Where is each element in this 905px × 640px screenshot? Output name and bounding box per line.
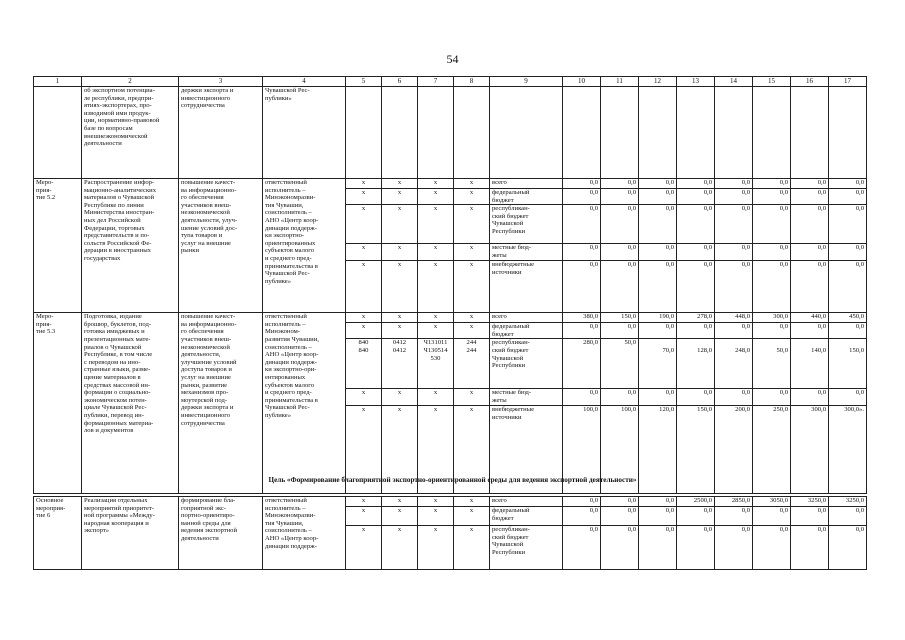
- amount-cell: 150,0: [677, 406, 715, 494]
- page-number: 54: [446, 52, 459, 66]
- amount-cell: 120,0: [639, 406, 677, 494]
- amount-cell: 0,0: [563, 244, 601, 261]
- code-cell: х: [346, 497, 382, 507]
- budget-table: [33, 76, 867, 494]
- amount-cell: 0,0: [563, 261, 601, 313]
- code-cell: х: [382, 406, 418, 494]
- amount-cell: 0,0: [677, 244, 715, 261]
- amount-cell: 0,0: [791, 244, 829, 261]
- code-cell: х: [418, 205, 454, 244]
- amount-cell: 0,0: [639, 261, 677, 313]
- amount-cell: 250,0: [753, 406, 791, 494]
- code-cell: х: [382, 323, 418, 339]
- code-cell: х: [454, 179, 490, 189]
- code-cell: х: [418, 244, 454, 261]
- measure-label: Меро- прия- тие 5.2: [34, 179, 82, 313]
- amount-cell: 0,0: [753, 507, 791, 526]
- amount-cell: 0,0: [829, 507, 867, 526]
- funding-source: федеральный бюджет: [490, 323, 563, 339]
- column-header: 10: [563, 77, 601, 87]
- code-cell: х: [418, 189, 454, 205]
- code-cell: х: [454, 406, 490, 494]
- funding-source: внебюджетные источники: [490, 261, 563, 313]
- amount-cell: 0,0: [677, 261, 715, 313]
- code-cell: х: [418, 313, 454, 323]
- amount-cell: 0,0: [715, 189, 753, 205]
- amount-cell: 0,0: [829, 179, 867, 189]
- amount-cell: 380,0: [563, 313, 601, 323]
- activity-cell: Подготовка, издание брошюр, буклетов, под- готовка имиджевых и презентационных мате- риалов о Чувашской Республике, в том числе с переводом на ино- странные языки, разме- щение материалов в средствах массовой ин- формации о социально- экономическом потен- циале Чувашской Рес- публики, перевод ин- формационных материа- лов и документов: [82, 313, 179, 494]
- column-header: 12: [639, 77, 677, 87]
- column-header: 15: [753, 77, 791, 87]
- amount-cell: 2500,0: [677, 497, 715, 507]
- amount-cell: 0,0: [715, 323, 753, 339]
- amount-cell: 100,0: [563, 406, 601, 494]
- amount-cell: 200,0: [715, 406, 753, 494]
- funding-source: республикан- ский бюджет Чувашской Республики: [490, 526, 563, 570]
- code-cell: Ч131011 Ч130514 530: [418, 339, 454, 389]
- amount-cell: 0,0: [753, 244, 791, 261]
- amount-cell: 0,0: [639, 189, 677, 205]
- amount-cell: 0,0: [601, 323, 639, 339]
- executor-cell: ответственный исполнитель – Минэкономразви- тия Чувашии, соисполнитель – АНО «Центр коор- динации поддерж-: [263, 497, 346, 570]
- measure-label: Меро- прия- тие 5.3: [34, 313, 82, 494]
- continuation-row: [34, 87, 867, 179]
- amount-cell: 0,0: [753, 389, 791, 406]
- amount-cell: 0,0: [753, 205, 791, 244]
- code-cell: 244 244: [454, 339, 490, 389]
- amount-cell: 0,0: [563, 507, 601, 526]
- amount-cell: 0,0: [715, 179, 753, 189]
- amount-cell: 0,0: [791, 179, 829, 189]
- code-cell: х: [382, 179, 418, 189]
- amount-cell: 0,0: [677, 189, 715, 205]
- amount-cell: 448,0: [715, 313, 753, 323]
- amount-cell: 0,0: [829, 189, 867, 205]
- amount-cell: 0,0: [829, 205, 867, 244]
- funding-source: внебюджетные источники: [490, 406, 563, 494]
- column-header: 13: [677, 77, 715, 87]
- code-cell: х: [454, 497, 490, 507]
- empty-cell: [715, 87, 753, 179]
- amount-cell: 0,0: [791, 526, 829, 570]
- code-cell: х: [454, 313, 490, 323]
- empty-cell: [563, 87, 601, 179]
- code-cell: х: [454, 526, 490, 570]
- funding-source: федеральный бюджет: [490, 189, 563, 205]
- empty-cell: [490, 87, 563, 179]
- column-header: 8: [454, 77, 490, 87]
- amount-cell: 0,0: [829, 261, 867, 313]
- amount-cell: 140,0: [791, 339, 829, 389]
- amount-cell: 0,0: [791, 261, 829, 313]
- amount-cell: 0,0: [829, 244, 867, 261]
- result-cell: повышение качест- ва информационно- го обеспечения участников внеш- неэкономической деятельности, улучшение условий доступа товаров и услуг на внешние рынки, развитие механизмов про- моутерской под- держки экспорта и инвестиционного сотрудничества: [179, 313, 263, 494]
- empty-cell: [382, 87, 418, 179]
- funding-source: местные бюд- жеты: [490, 244, 563, 261]
- amount-cell: 0,0: [715, 526, 753, 570]
- amount-cell: 0,0: [601, 507, 639, 526]
- funding-source: местные бюд- жеты: [490, 389, 563, 406]
- empty-cell: [829, 87, 867, 179]
- amount-cell: 0,0: [677, 507, 715, 526]
- amount-cell: 3250,0: [829, 497, 867, 507]
- amount-cell: 0,0: [563, 389, 601, 406]
- column-header: 2: [82, 77, 179, 87]
- funding-row: [34, 179, 867, 189]
- empty-cell: [418, 87, 454, 179]
- code-cell: х: [418, 179, 454, 189]
- budget-table-continued: [33, 496, 867, 570]
- amount-cell: 0,0: [791, 507, 829, 526]
- amount-cell: 0,0: [715, 389, 753, 406]
- amount-cell: 0,0: [753, 526, 791, 570]
- code-cell: х: [346, 189, 382, 205]
- amount-cell: 0,0: [563, 189, 601, 205]
- amount-cell: 2850,0: [715, 497, 753, 507]
- amount-cell: 0,0: [563, 497, 601, 507]
- amount-cell: 0,0: [563, 323, 601, 339]
- result-cell: повышение качест- ва информационно- го обеспечения участников внеш- неэкономической деятельности, улуч- шение условий дос- тупа товаров и услуг на внешние рынки: [179, 179, 263, 313]
- amount-cell: 278,0: [677, 313, 715, 323]
- amount-cell: 50,0: [753, 339, 791, 389]
- amount-cell: 0,0: [639, 497, 677, 507]
- column-header: 6: [382, 77, 418, 87]
- code-cell: х: [454, 205, 490, 244]
- code-cell: х: [346, 526, 382, 570]
- result-cell: формирование бла- гоприятной экс- портно-ориентиро- ванной среды для ведения экспортной деятельности: [179, 497, 263, 570]
- empty-cell: [601, 87, 639, 179]
- code-cell: 840 840: [346, 339, 382, 389]
- code-cell: х: [418, 323, 454, 339]
- activity-cell: Реализация отдельных мероприятий приоритет- ной программы «Между- народная кооперация и экспорт»: [82, 497, 179, 570]
- amount-cell: 0,0: [601, 526, 639, 570]
- amount-cell: 0,0: [677, 205, 715, 244]
- code-cell: х: [382, 507, 418, 526]
- amount-cell: 0,0: [601, 189, 639, 205]
- amount-cell: 0,0: [563, 179, 601, 189]
- amount-cell: 0,0: [639, 205, 677, 244]
- amount-cell: 0,0: [601, 205, 639, 244]
- column-header: 14: [715, 77, 753, 87]
- column-header: 5: [346, 77, 382, 87]
- code-cell: х: [382, 526, 418, 570]
- amount-cell: 0,0: [563, 205, 601, 244]
- code-cell: х: [346, 406, 382, 494]
- amount-cell: 0,0: [677, 389, 715, 406]
- amount-cell: 440,0: [791, 313, 829, 323]
- amount-cell: 70,0: [639, 339, 677, 389]
- amount-cell: 0,0: [601, 497, 639, 507]
- amount-cell: 128,0: [677, 339, 715, 389]
- amount-cell: 300,0: [791, 406, 829, 494]
- amount-cell: 0,0: [601, 389, 639, 406]
- activity-cell: об экспортном потенциа- ле республики, предпри- ятиях-экспортерах, про- изводимой ими продук- ции, нормативно-правовой базе по вопросам внешнеэкономической деятельности: [82, 87, 179, 179]
- executor-cell: Чувашской Рес- публики»: [263, 87, 346, 179]
- code-cell: х: [418, 261, 454, 313]
- funding-row: [34, 313, 867, 323]
- amount-cell: 0,0: [753, 323, 791, 339]
- code-cell: х: [418, 497, 454, 507]
- funding-source: всего: [490, 497, 563, 507]
- amount-cell: 450,0: [829, 313, 867, 323]
- code-cell: х: [382, 497, 418, 507]
- column-header: 11: [601, 77, 639, 87]
- code-cell: х: [454, 189, 490, 205]
- amount-cell: 3250,0: [791, 497, 829, 507]
- amount-cell: 0,0: [639, 323, 677, 339]
- empty-cell: [677, 87, 715, 179]
- funding-source: республикан- ский бюджет Чувашской Республики: [490, 205, 563, 244]
- empty-cell: [753, 87, 791, 179]
- code-cell: х: [454, 389, 490, 406]
- amount-cell: 3050,0: [753, 497, 791, 507]
- empty-cell: [346, 87, 382, 179]
- executor-cell: ответственный исполнитель – Минэконом- развития Чувашии, соисполнитель – АНО «Центр коор- динации поддерж- ки экспортно-ори- ентированных субъектов малого и среднего пред- принимательства в Чувашской Рес- публике»: [263, 313, 346, 494]
- amount-cell: 0,0: [791, 205, 829, 244]
- amount-cell: 0,0: [677, 323, 715, 339]
- amount-cell: 190,0: [639, 313, 677, 323]
- amount-cell: 0,0: [639, 389, 677, 406]
- column-header: 7: [418, 77, 454, 87]
- code-cell: х: [346, 261, 382, 313]
- column-header: 9: [490, 77, 563, 87]
- amount-cell: 0,0: [639, 507, 677, 526]
- code-cell: х: [346, 244, 382, 261]
- code-cell: х: [346, 389, 382, 406]
- code-cell: х: [418, 389, 454, 406]
- code-cell: 0412 0412: [382, 339, 418, 389]
- column-header: 3: [179, 77, 263, 87]
- code-cell: х: [346, 507, 382, 526]
- amount-cell: 0,0: [791, 389, 829, 406]
- goal-heading: Цель «Формирование благоприятной экспортно-ориентированной среды для ведения экспортной деятельности»: [268, 476, 637, 484]
- code-cell: х: [382, 261, 418, 313]
- amount-cell: 0,0: [791, 189, 829, 205]
- funding-source: всего: [490, 313, 563, 323]
- code-cell: х: [346, 205, 382, 244]
- amount-cell: 150,0: [601, 313, 639, 323]
- column-header: 17: [829, 77, 867, 87]
- amount-cell: 248,0: [715, 339, 753, 389]
- result-cell: держки экспорта и инвестиционного сотрудничества: [179, 87, 263, 179]
- empty-cell: [791, 87, 829, 179]
- funding-source: федеральный бюджет: [490, 507, 563, 526]
- amount-cell: 50,0: [601, 339, 639, 389]
- code-cell: х: [382, 313, 418, 323]
- amount-cell: 0,0: [715, 261, 753, 313]
- amount-cell: 0,0: [753, 261, 791, 313]
- code-cell: х: [418, 406, 454, 494]
- amount-cell: 0,0: [677, 526, 715, 570]
- code-cell: х: [382, 189, 418, 205]
- amount-cell: 0,0: [639, 244, 677, 261]
- amount-cell: 0,0: [715, 244, 753, 261]
- amount-cell: 0,0: [601, 244, 639, 261]
- amount-cell: 0,0: [601, 261, 639, 313]
- amount-cell: 300,0».: [829, 406, 867, 494]
- empty-cell: [454, 87, 490, 179]
- amount-cell: 150,0: [829, 339, 867, 389]
- code-cell: х: [382, 244, 418, 261]
- funding-source: всего: [490, 179, 563, 189]
- amount-cell: 100,0: [601, 406, 639, 494]
- amount-cell: 280,0: [563, 339, 601, 389]
- amount-cell: 0,0: [639, 526, 677, 570]
- funding-source: республикан- ский бюджет Чувашской Республики: [490, 339, 563, 389]
- activity-cell: Распространение инфор- мационно-аналитических материалов о Чувашской Республике по линии Министерства иностран- ных дел Российской Федерации, торговых представительств и по- сольств Российской Фе- дерации в иностранных государствах: [82, 179, 179, 313]
- code-cell: х: [382, 205, 418, 244]
- amount-cell: 0,0: [601, 179, 639, 189]
- code-cell: х: [418, 507, 454, 526]
- amount-cell: 0,0: [829, 389, 867, 406]
- amount-cell: 0,0: [753, 179, 791, 189]
- label-cell: [34, 87, 82, 179]
- code-cell: х: [418, 526, 454, 570]
- code-cell: х: [346, 179, 382, 189]
- column-header: 1: [34, 77, 82, 87]
- code-cell: х: [346, 323, 382, 339]
- amount-cell: 300,0: [753, 313, 791, 323]
- empty-cell: [639, 87, 677, 179]
- amount-cell: 0,0: [715, 507, 753, 526]
- amount-cell: 0,0: [677, 179, 715, 189]
- amount-cell: 0,0: [753, 189, 791, 205]
- amount-cell: 0,0: [563, 526, 601, 570]
- code-cell: х: [382, 389, 418, 406]
- code-cell: х: [454, 507, 490, 526]
- executor-cell: ответственный исполнитель – Минэкономразви- тия Чувашии, соисполнитель – АНО «Центр коор- динации поддерж- ки экспортно- ориентированных субъектов малого и среднего пред- принимательства в Чувашской Рес- публике»: [263, 179, 346, 313]
- amount-cell: 0,0: [829, 526, 867, 570]
- amount-cell: 0,0: [791, 323, 829, 339]
- code-cell: х: [454, 244, 490, 261]
- header-row: [34, 77, 867, 87]
- code-cell: х: [454, 323, 490, 339]
- amount-cell: 0,0: [639, 179, 677, 189]
- amount-cell: 0,0: [829, 323, 867, 339]
- column-header: 16: [791, 77, 829, 87]
- column-header: 4: [263, 77, 346, 87]
- code-cell: х: [454, 261, 490, 313]
- amount-cell: 0,0: [715, 205, 753, 244]
- measure-label: Основное мероприя- тие 6: [34, 497, 82, 570]
- code-cell: х: [346, 313, 382, 323]
- funding-row: [34, 497, 867, 507]
